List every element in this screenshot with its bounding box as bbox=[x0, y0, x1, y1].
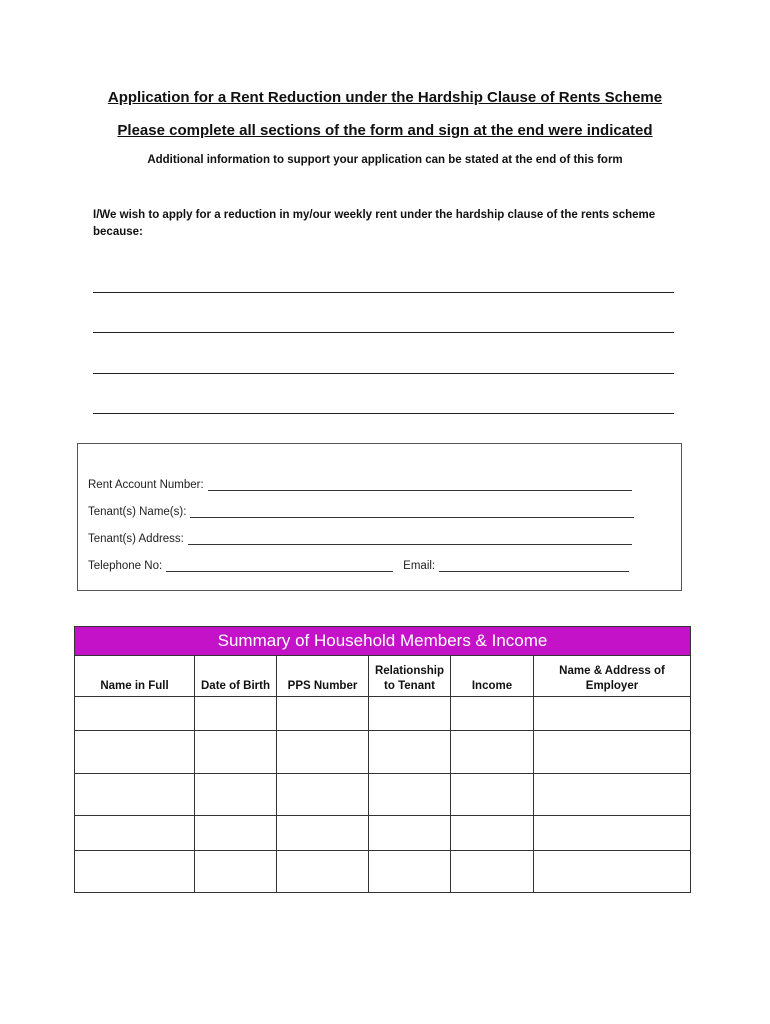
table-cell[interactable] bbox=[451, 816, 534, 851]
col-relationship: Relationship to Tenant bbox=[369, 656, 451, 697]
table-cell[interactable] bbox=[75, 774, 195, 816]
form-subtitle: Please complete all sections of the form and sign at the end were indicated bbox=[117, 122, 653, 139]
tenant-details-box bbox=[77, 443, 682, 591]
col-employer: Name & Address of Employer bbox=[534, 656, 691, 697]
reason-line-3[interactable] bbox=[93, 373, 674, 374]
col-dob: Date of Birth bbox=[195, 656, 277, 697]
tenant-names-label: Tenant(s) Name(s): bbox=[88, 506, 187, 518]
table-cell[interactable] bbox=[369, 697, 451, 731]
table-cell[interactable] bbox=[277, 816, 369, 851]
household-table bbox=[74, 626, 691, 893]
table-cell[interactable] bbox=[534, 731, 691, 774]
rent-account-field[interactable] bbox=[208, 479, 632, 491]
col-name: Name in Full bbox=[75, 656, 195, 697]
table-row bbox=[75, 731, 691, 774]
table-cell[interactable] bbox=[277, 731, 369, 774]
table-cell[interactable] bbox=[75, 697, 195, 731]
table-cell[interactable] bbox=[369, 851, 451, 893]
rent-account-label: Rent Account Number: bbox=[88, 479, 204, 491]
table-cell[interactable] bbox=[277, 851, 369, 893]
table-cell[interactable] bbox=[451, 731, 534, 774]
col-income: Income bbox=[451, 656, 534, 697]
tenant-names-field[interactable] bbox=[190, 506, 634, 518]
table-cell[interactable] bbox=[451, 851, 534, 893]
reason-line-1[interactable] bbox=[93, 292, 674, 293]
table-cell[interactable] bbox=[534, 816, 691, 851]
table-row bbox=[75, 816, 691, 851]
table-cell[interactable] bbox=[277, 697, 369, 731]
household-table-title: Summary of Household Members & Income bbox=[75, 627, 691, 656]
rent-account-row bbox=[88, 479, 632, 491]
table-cell[interactable] bbox=[534, 851, 691, 893]
table-cell[interactable] bbox=[369, 731, 451, 774]
table-cell[interactable] bbox=[451, 697, 534, 731]
reason-line-2[interactable] bbox=[93, 332, 674, 333]
table-cell[interactable] bbox=[75, 731, 195, 774]
table-cell[interactable] bbox=[75, 851, 195, 893]
form-note: Additional information to support your application can be stated at the end of this form bbox=[147, 154, 623, 166]
table-cell[interactable] bbox=[369, 816, 451, 851]
table-cell[interactable] bbox=[195, 816, 277, 851]
table-cell[interactable] bbox=[195, 697, 277, 731]
telephone-field[interactable] bbox=[166, 560, 393, 572]
col-pps: PPS Number bbox=[277, 656, 369, 697]
table-cell[interactable] bbox=[534, 697, 691, 731]
tenant-address-label: Tenant(s) Address: bbox=[88, 533, 184, 545]
tenant-address-field[interactable] bbox=[188, 533, 632, 545]
table-cell[interactable] bbox=[195, 851, 277, 893]
tenant-names-row bbox=[88, 506, 634, 518]
reason-line-4[interactable] bbox=[93, 413, 674, 414]
tenant-address-row bbox=[88, 533, 632, 545]
table-cell[interactable] bbox=[451, 774, 534, 816]
telephone-label: Telephone No: bbox=[88, 560, 163, 572]
contact-row bbox=[88, 560, 629, 572]
table-row bbox=[75, 697, 691, 731]
table-cell[interactable] bbox=[534, 774, 691, 816]
form-title: Application for a Rent Reduction under the Hardship Clause of Rents Scheme bbox=[107, 89, 663, 106]
email-label: Email: bbox=[403, 560, 436, 572]
table-cell[interactable] bbox=[195, 731, 277, 774]
table-cell[interactable] bbox=[277, 774, 369, 816]
table-cell[interactable] bbox=[369, 774, 451, 816]
table-row bbox=[75, 774, 691, 816]
email-field[interactable] bbox=[439, 560, 629, 572]
reason-prompt: I/We wish to apply for a reduction in my/our weekly rent under the hardship clause of the rents scheme because: bbox=[93, 209, 656, 238]
table-cell[interactable] bbox=[75, 816, 195, 851]
table-row bbox=[75, 851, 691, 893]
table-cell[interactable] bbox=[195, 774, 277, 816]
